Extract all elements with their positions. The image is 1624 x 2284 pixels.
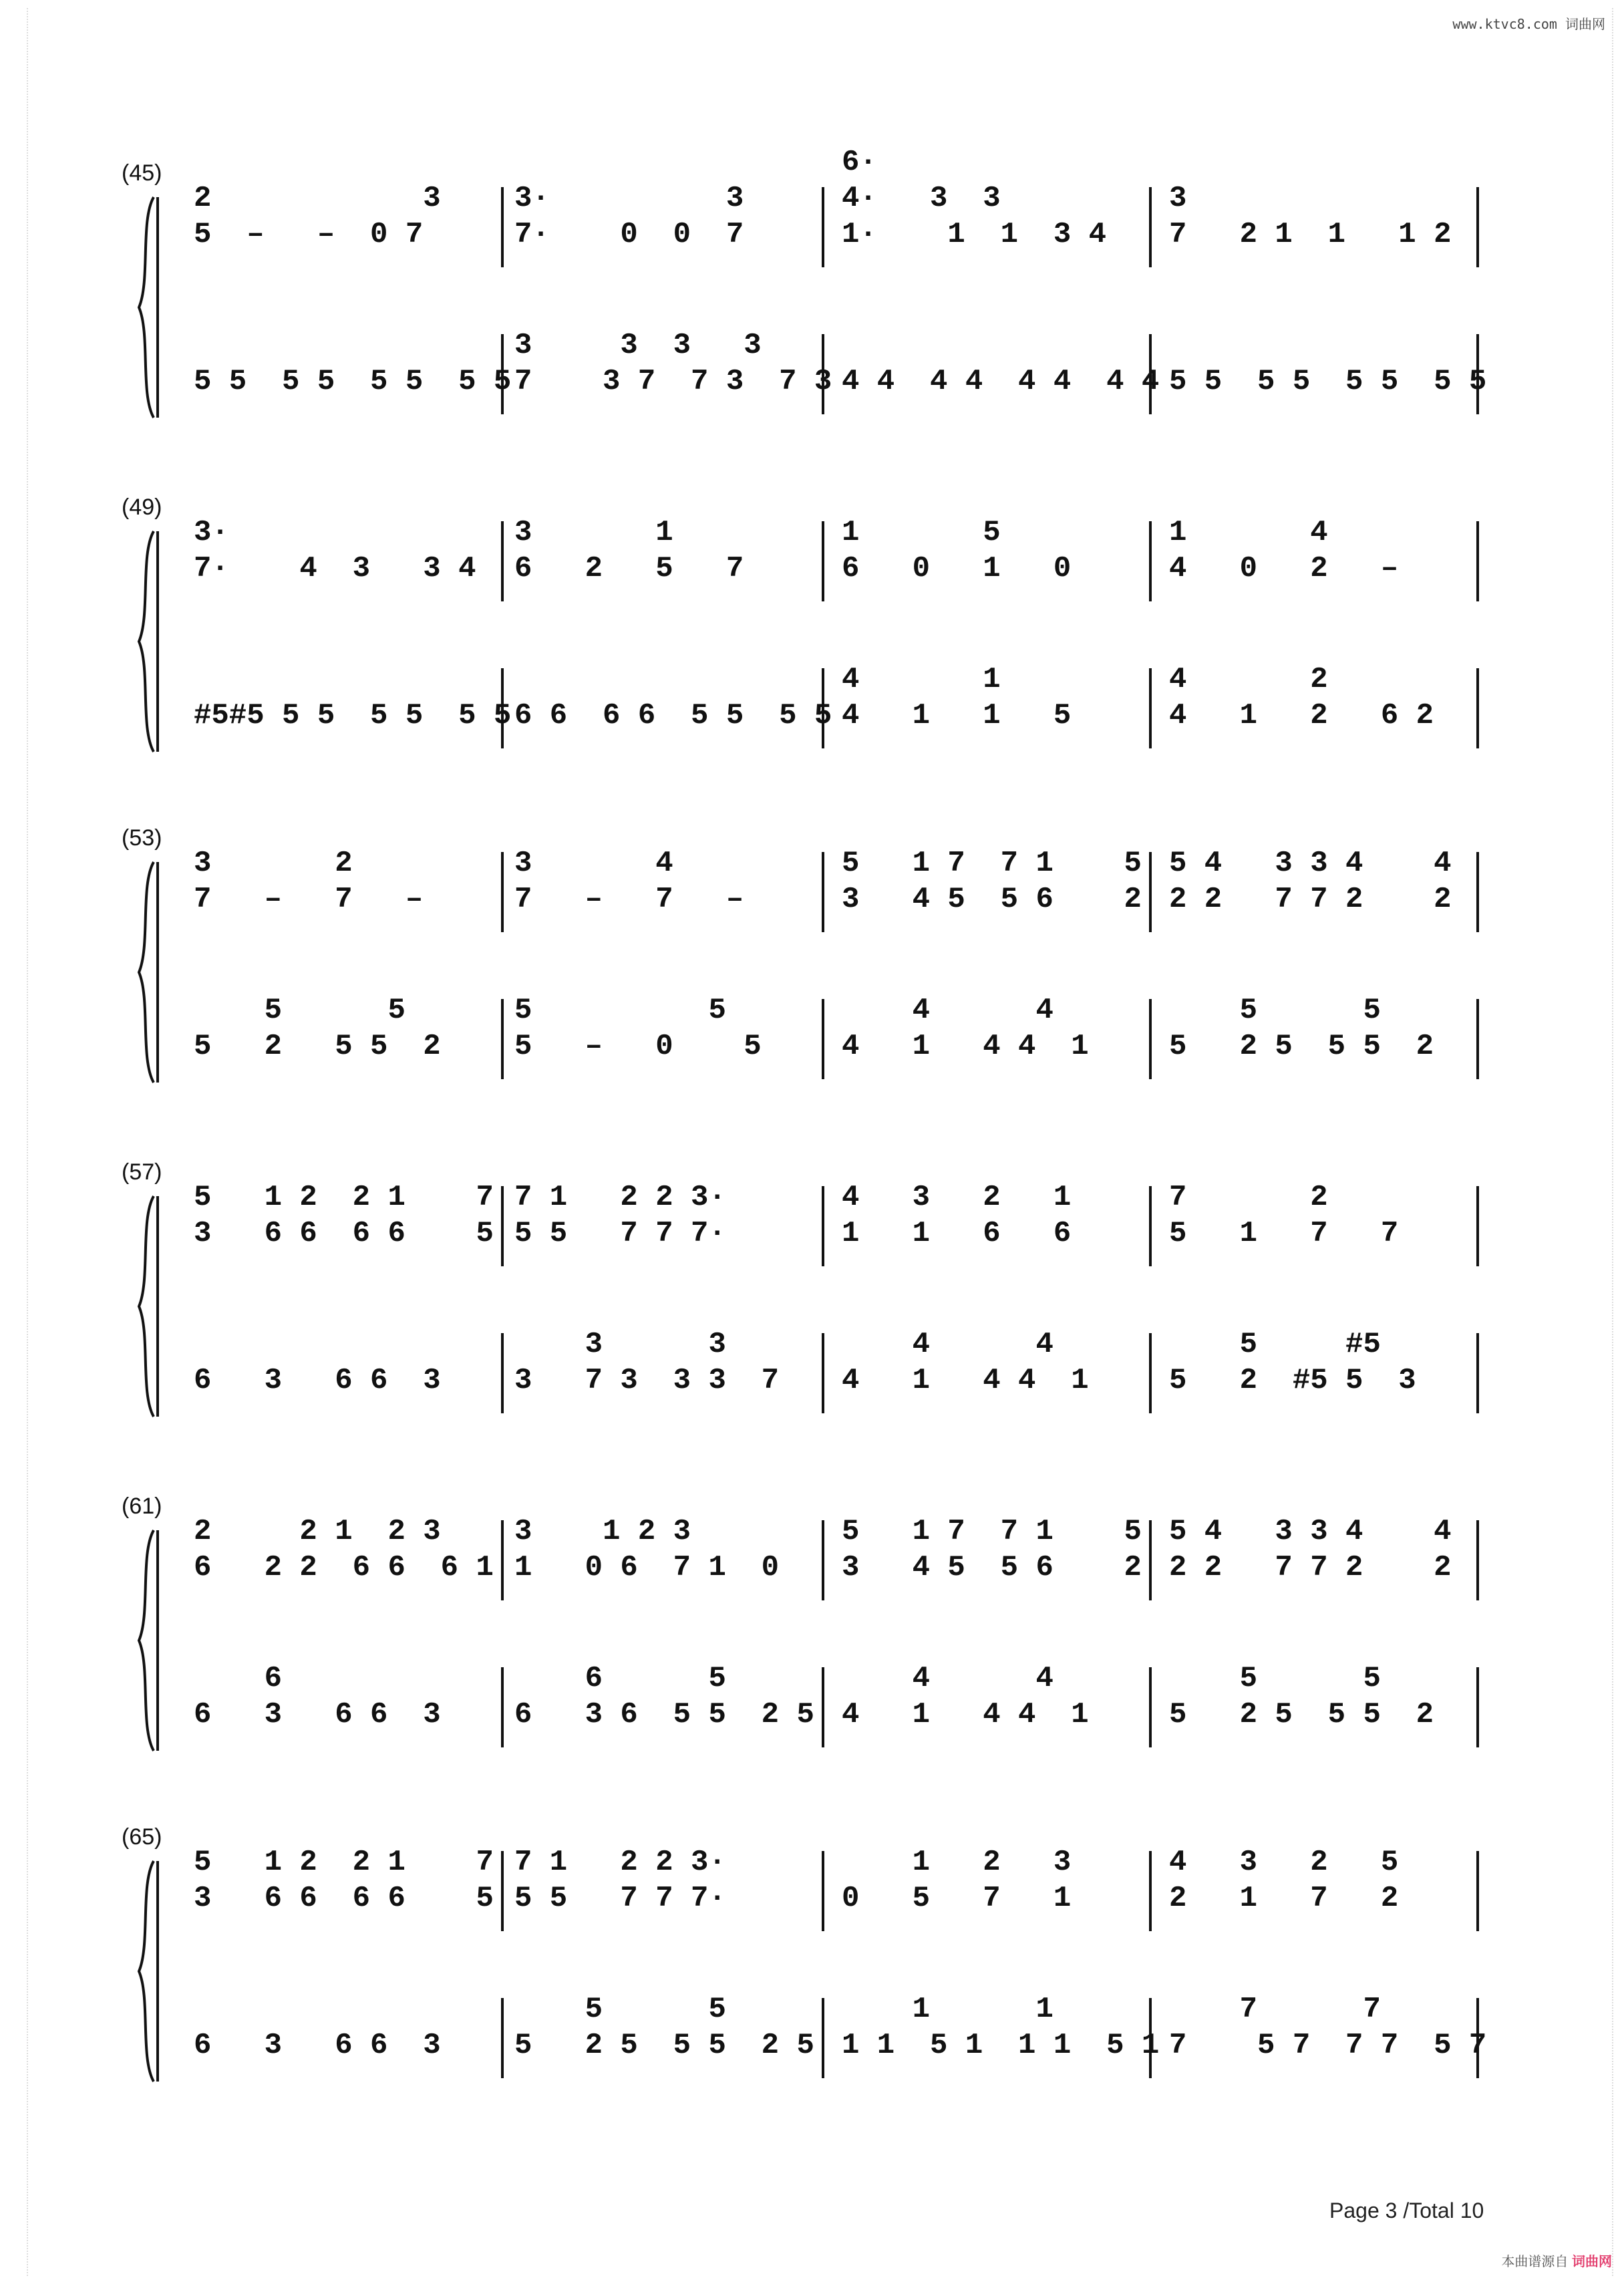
measure [194,662,512,732]
lower-staff [194,1661,1490,1731]
note-line-top: 5 1 7 7 1 5 [842,847,1142,880]
note-line-main: 3 6 6 6 6 5 [194,1217,494,1250]
system [0,1493,1624,1774]
note-line-main: 7 – 7 – [194,883,424,916]
barline [501,521,504,601]
barline [822,1186,824,1266]
barline [1149,1998,1152,2078]
measure [842,327,1160,398]
measure [514,992,828,1063]
measure [514,1844,828,1915]
upper-staff [194,1514,1490,1584]
measure-number: (49) [122,494,162,520]
note-line-top: 5 5 [1169,1662,1381,1695]
measure [842,1991,1160,2062]
grand-staff-brace [134,194,160,421]
note-line-top: 6 [194,1662,283,1695]
note-line-top: 3 1 [514,516,673,549]
barline [822,334,824,414]
upper-staff [194,146,1490,251]
measure [514,180,828,251]
measure [514,1179,828,1250]
note-line-top: 3· [194,516,229,549]
barline [822,521,824,601]
barline [1476,521,1479,601]
barline [501,1851,504,1931]
note-line-main: 4 0 2 – [1169,552,1399,585]
barline [1476,852,1479,932]
measure [514,845,828,916]
note-line-main: 0 5 7 1 [842,1882,1072,1915]
barline [1476,999,1479,1079]
barline [1476,1520,1479,1600]
note-line-main: 6 0 1 0 [842,552,1072,585]
measure [1169,1179,1483,1250]
barline [1476,1186,1479,1266]
note-line-top: 4 4 [842,1328,1053,1361]
barline [822,1851,824,1931]
note-line-main: 7 2 1 1 1 2 [1169,218,1452,251]
system [0,1824,1624,2105]
note-line-main: 7 3 7 7 3 7 3 [514,365,832,398]
barline [822,852,824,932]
note-line-top: 1 5 [842,516,1001,549]
measure-number: (57) [122,1159,162,1185]
note-line-top: 6 5 [514,1662,726,1695]
system [0,1159,1624,1440]
note-line-main: 4 1 2 6 2 [1169,699,1434,732]
note-line-main: 5 5 7 7 7· [514,1217,726,1250]
note-line-main: 6 3 6 6 3 [194,1698,441,1731]
measure [514,1991,828,2062]
measure [514,515,828,585]
measure [842,1844,1156,1915]
barline [1476,187,1479,267]
note-line-main: 6 6 6 6 5 5 5 5 [514,699,832,732]
barline [1149,521,1152,601]
source-stamp-label: 本曲谱源自 [1501,2255,1569,2269]
note-line-main: 2 2 7 7 2 2 [1169,1551,1452,1584]
measure [842,1179,1156,1250]
measure [194,992,508,1063]
measure [842,515,1156,585]
note-line-top: 5 #5 [1169,1328,1381,1361]
barline [1149,852,1152,932]
barline [1476,1667,1479,1747]
measure [194,845,508,916]
note-line-main: 4 1 1 5 [842,699,1072,732]
grand-staff-brace [134,1527,160,1754]
measure [514,1661,828,1731]
note-line-top: 7 2 [1169,1181,1328,1214]
note-line-main: 6 2 5 7 [514,552,744,585]
measure-number: (65) [122,1824,162,1850]
note-line-top: 5 1 2 2 1 7 [194,1181,494,1214]
note-line-main: 3 7 3 3 3 7 [514,1364,780,1397]
note-line-top: 1 2 3 [842,1846,1072,1879]
measure [842,146,1156,251]
note-line-top: 3 1 2 3 [514,1515,691,1548]
measure [842,662,1156,732]
barline [501,999,504,1079]
note-line-top: 6· 4· 3 3 [842,146,1001,215]
note-line-main: 1 1 5 1 1 1 5 1 [842,2029,1160,2062]
note-line-top: 3 [1169,182,1187,215]
grand-staff-brace [134,1858,160,2085]
note-line-top: 3 3 3 3 [514,329,762,362]
note-line-main: 1 1 6 6 [842,1217,1072,1250]
barline [501,1186,504,1266]
note-line-top: 3 4 [514,847,673,880]
measure [1169,327,1487,398]
note-line-main: 4 4 4 4 4 4 4 4 [842,365,1160,398]
note-line-main: 4 1 4 4 1 [842,1364,1089,1397]
measure [1169,1326,1483,1397]
note-line-top: 4 1 [842,663,1001,696]
note-line-main: 1 0 6 7 1 0 [514,1551,780,1584]
barline [501,1998,504,2078]
note-line-main: 6 3 6 5 5 2 5 [514,1698,814,1731]
measure [1169,845,1483,916]
note-line-main: #5#5 5 5 5 5 5 5 [194,699,512,732]
barline [1149,1667,1152,1747]
system [0,146,1624,441]
barline [1149,1520,1152,1600]
measure [194,1514,508,1584]
note-line-top: 4 4 [842,1662,1053,1695]
measure-number: (61) [122,1493,162,1519]
note-line-top: 5 4 3 3 4 4 [1169,847,1452,880]
note-line-top: 7 1 2 2 3· [514,1181,726,1214]
measure [842,1514,1156,1584]
note-line-top: 3· 3 [514,182,744,215]
lower-staff [194,992,1490,1063]
note-line-main: 3 4 5 5 6 2 [842,883,1142,916]
barline [822,187,824,267]
measure [1169,1514,1483,1584]
barline [822,668,824,748]
note-line-main: 5 – 0 5 [514,1030,762,1063]
grand-staff-brace [134,859,160,1086]
barline [1149,1851,1152,1931]
barline [1476,1998,1479,2078]
measure [1169,1991,1487,2062]
grand-staff-brace [134,528,160,755]
note-line-main: 4 1 4 4 1 [842,1698,1089,1731]
measure [1169,992,1483,1063]
note-line-main: 2 2 7 7 2 2 [1169,883,1452,916]
measure [194,1326,508,1397]
measure [194,1844,508,1915]
grand-staff-brace [134,1193,160,1420]
barline [501,334,504,414]
barline [822,1998,824,2078]
measure [194,1991,508,2062]
measure [194,1661,508,1731]
barline [1149,1186,1152,1266]
barline [1476,668,1479,748]
measure [1169,515,1483,585]
barline [501,852,504,932]
upper-staff [194,1844,1490,1915]
barline [822,1667,824,1747]
note-line-main: 3 6 6 6 6 5 [194,1882,494,1915]
note-line-main: 5 – – 0 7 [194,218,424,251]
note-line-top: 5 1 7 7 1 5 [842,1515,1142,1548]
note-line-top: 3 3 [514,1328,726,1361]
note-line-top: 4 3 2 5 [1169,1846,1399,1879]
barline [822,999,824,1079]
measure [514,662,832,732]
note-line-main: 5 2 5 5 5 2 [1169,1698,1434,1731]
lower-staff [194,1326,1490,1397]
note-line-top: 5 4 3 3 4 4 [1169,1515,1452,1548]
upper-staff [194,845,1490,916]
lower-staff [194,1991,1490,2062]
note-line-top: 5 5 [514,994,726,1027]
measure-number: (45) [122,160,162,186]
barline [1149,334,1152,414]
measure [1169,1844,1483,1915]
note-line-main: 5 2 5 5 5 2 5 [514,2029,814,2062]
note-line-top: 7 1 2 2 3· [514,1846,726,1879]
barline [1149,668,1152,748]
measure [194,515,508,585]
note-line-main: 5 2 5 5 2 [194,1030,441,1063]
measure [194,1179,508,1250]
measure [194,327,512,398]
note-line-main: 7 5 7 7 7 5 7 [1169,2029,1487,2062]
note-line-top: 5 5 [514,1993,726,2026]
note-line-top: 4 4 [842,994,1053,1027]
note-line-main: 7· 4 3 3 4 [194,552,476,585]
note-line-top: 2 3 [194,182,441,215]
system [0,494,1624,775]
barline [501,1667,504,1747]
barline [1149,1333,1152,1413]
note-line-top: 4 3 2 1 [842,1181,1072,1214]
note-line-main: 6 3 6 6 3 [194,1364,441,1397]
site-watermark: www.ktvc8.com 词曲网 [1452,16,1605,32]
note-line-top: 3 2 [194,847,353,880]
note-line-main: 5 2 #5 5 3 [1169,1364,1416,1397]
note-line-main: 5 5 5 5 5 5 5 5 [194,365,512,398]
barline [822,1333,824,1413]
barline [501,668,504,748]
note-line-main: 2 1 7 2 [1169,1882,1399,1915]
barline [501,1520,504,1600]
note-line-top: 1 1 [842,1993,1053,2026]
measure-number: (53) [122,825,162,851]
source-stamp-site: 词曲网 [1572,2255,1612,2269]
barline [501,1333,504,1413]
barline [1476,1851,1479,1931]
note-line-top: 5 5 [194,994,405,1027]
lower-staff [194,662,1490,732]
note-line-main: 5 1 7 7 [1169,1217,1399,1250]
measure [514,1326,828,1397]
note-line-main: 4 1 4 4 1 [842,1030,1089,1063]
measure [842,992,1156,1063]
note-line-top: 5 5 [1169,994,1381,1027]
note-line-top: 5 1 2 2 1 7 [194,1846,494,1879]
measure [842,845,1156,916]
note-line-top: 4 2 [1169,663,1328,696]
note-line-main: 6 3 6 6 3 [194,2029,441,2062]
upper-staff [194,1179,1490,1250]
upper-staff [194,515,1490,585]
lower-staff [194,327,1490,398]
page-number: Page 3 /Total 10 [1329,2198,1484,2223]
note-line-main: 7 – 7 – [514,883,744,916]
measure [842,1661,1156,1731]
note-line-main: 5 2 5 5 5 2 [1169,1030,1434,1063]
system [0,825,1624,1106]
barline [822,1520,824,1600]
measure [1169,1661,1483,1731]
note-line-main: 6 2 2 6 6 6 1 [194,1551,494,1584]
note-line-top: 7 7 [1169,1993,1381,2026]
measure [1169,180,1483,251]
note-line-main: 3 4 5 5 6 2 [842,1551,1142,1584]
note-line-main: 7· 0 0 7 [514,218,744,251]
measure [842,1326,1156,1397]
barline [1476,334,1479,414]
measure [194,180,508,251]
note-line-main: 5 5 7 7 7· [514,1882,726,1915]
barline [501,187,504,267]
note-line-top: 2 2 1 2 3 [194,1515,441,1548]
note-line-main: 1· 1 1 3 4 [842,218,1107,251]
note-line-main: 5 5 5 5 5 5 5 5 [1169,365,1487,398]
barline [1149,999,1152,1079]
barline [1476,1333,1479,1413]
note-line-top: 1 4 [1169,516,1328,549]
source-stamp [1501,2251,1612,2270]
measure [1169,662,1483,732]
barline [1149,187,1152,267]
measure [514,327,832,398]
measure [514,1514,828,1584]
